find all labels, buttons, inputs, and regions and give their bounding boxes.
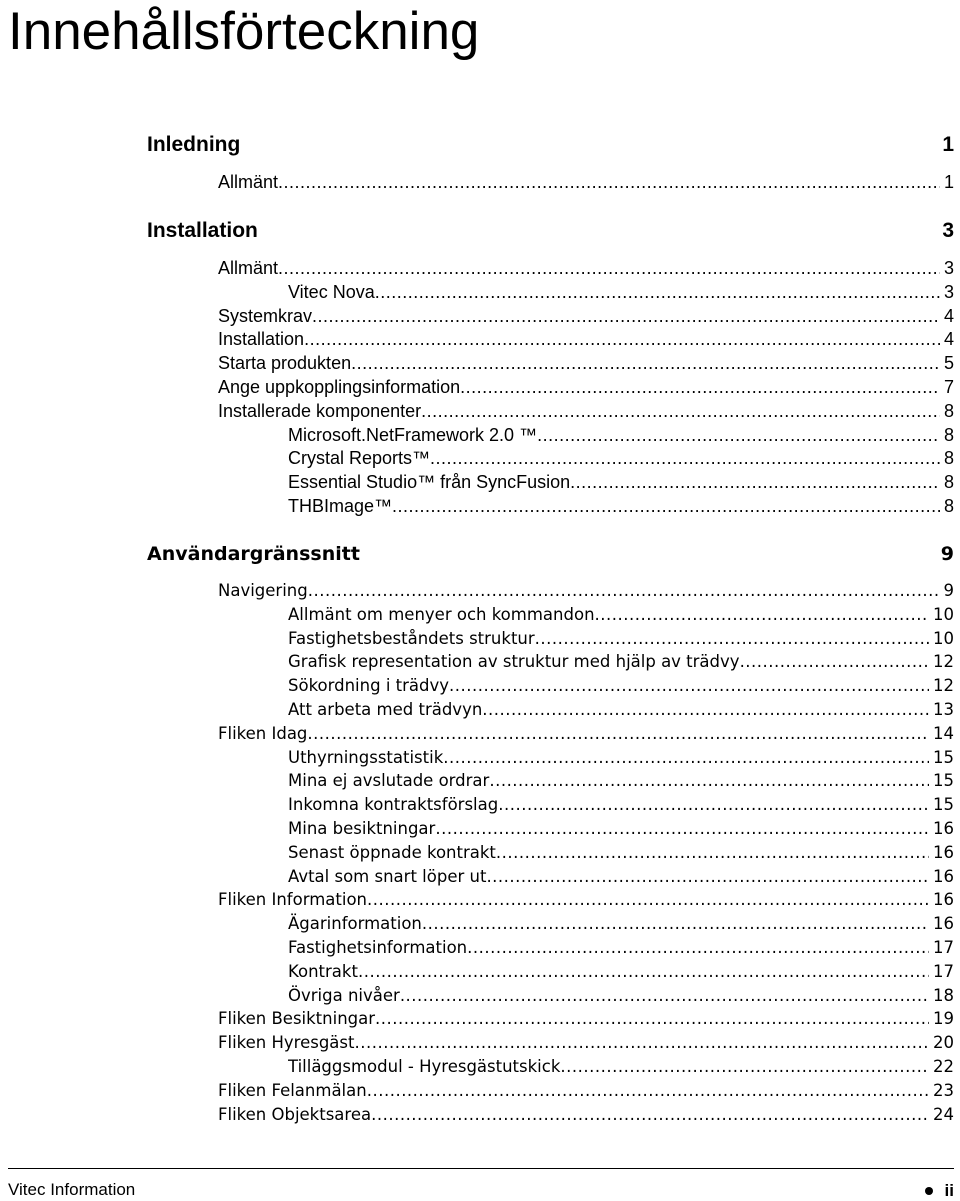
toc-dot-leader [392,494,940,518]
toc-entry-page: 12 [933,676,954,696]
toc-section-heading[interactable] [147,218,954,244]
toc-section-title: Användargränssnitt [147,543,360,565]
toc-entry[interactable] [288,423,954,447]
toc-section-page: 3 [942,219,954,242]
toc-entry[interactable] [288,698,954,722]
toc-entry[interactable] [288,793,954,817]
toc-entry[interactable] [218,888,954,912]
toc-entry-label: Grafisk representation av struktur med hjälp av trädvy [288,652,740,672]
toc-entry[interactable] [288,494,954,518]
toc-dot-leader [351,351,940,375]
toc-section-title: Installation [147,219,258,242]
toc-entry[interactable] [218,170,954,194]
toc-entry-label: Fastighetsinformation [288,938,468,957]
toc-entry[interactable] [218,1031,954,1055]
toc-entry-page: 16 [933,819,954,838]
toc-dot-leader [486,865,929,889]
toc-entry-label: Mina besiktningar [288,819,436,838]
toc-entry[interactable] [218,579,954,603]
toc-entry[interactable] [218,1103,954,1127]
toc-entry-label: Microsoft.NetFramework 2.0 ™ [288,424,538,445]
toc-entry-page: 15 [933,771,954,791]
toc-entry-page: 1 [943,172,954,192]
toc-entry[interactable] [218,304,954,328]
toc-entry[interactable] [288,674,954,698]
toc-entry[interactable] [288,817,954,841]
toc-dot-leader [740,650,929,674]
toc-entry-page: 10 [933,604,954,624]
toc-entry[interactable] [288,865,954,889]
page-footer [8,1180,954,1201]
toc-entry[interactable] [218,722,954,746]
toc-entry-label: Essential Studio™ från SyncFusion [288,472,571,493]
toc-dot-leader [537,423,940,447]
toc-dot-leader [498,793,929,817]
toc-entry-label: THBImage™ [288,496,393,516]
toc-dot-leader [367,888,929,912]
toc-entry[interactable] [218,1079,954,1103]
toc-entry-label: Crystal Reports™ [288,448,431,469]
toc-dot-leader [560,1055,929,1079]
toc-entry-label: Övriga nivåer [288,985,400,1005]
toc-dot-leader [375,280,940,304]
toc-entry-label: Fliken Information [218,890,367,910]
toc-entry-page: 3 [943,258,954,278]
toc-entry-label: Fliken Idag [218,723,308,743]
toc-entry[interactable] [288,746,954,770]
toc-entry-label: Fliken Felanmälan [218,1080,367,1100]
toc-dot-leader [595,603,929,627]
toc-entry[interactable] [288,650,954,674]
toc-entry-label: Ägarinformation [288,914,422,934]
toc-dot-leader [443,746,929,770]
toc-entry-page: 8 [943,424,954,445]
toc-entry-label: Fliken Besiktningar [218,1009,376,1029]
toc-entry[interactable] [288,841,954,865]
toc-entry-label: Installerade komponenter [218,400,422,421]
toc-dot-leader [460,375,940,399]
toc-entry-page: 16 [933,890,954,910]
toc-entry-page: 3 [943,281,954,302]
toc-entry-page: 22 [933,1057,954,1076]
toc-entry-label: Avtal som snart löper ut [288,866,487,886]
toc-entry[interactable] [288,603,954,627]
toc-entry-label: Allmänt [218,172,279,192]
toc-entry[interactable] [288,627,954,651]
toc-entry[interactable] [288,912,954,936]
toc-entry[interactable] [288,984,954,1008]
toc-entry[interactable] [288,769,954,793]
toc-entry-page: 10 [933,628,954,648]
toc-entry-page: 4 [943,329,954,350]
toc-entry[interactable] [218,327,954,351]
toc-entry-page: 7 [943,377,954,397]
toc-dot-leader [304,327,940,351]
toc-dot-leader [312,304,940,328]
toc-section-page: 9 [940,543,954,565]
toc-entry[interactable] [218,399,954,423]
toc-entry-page: 5 [943,353,954,374]
toc-entry-page: 8 [943,448,954,469]
toc-section-heading[interactable] [147,132,954,158]
toc-dot-leader [278,170,940,194]
toc-entry-page: 9 [943,581,954,600]
toc-entry-label: Mina ej avslutade ordrar [288,771,490,791]
toc-dot-leader [371,1103,929,1127]
toc-entry-label: Systemkrav [218,305,313,326]
toc-entry[interactable] [288,960,954,984]
toc-entry-label: Vitec Nova [288,281,375,302]
toc-entry[interactable] [288,446,954,470]
toc-dot-leader [435,817,929,841]
toc-dot-leader [430,446,940,470]
toc-dot-leader [308,579,940,603]
toc-entry[interactable] [218,256,954,280]
toc-dot-leader [535,627,929,651]
footer-company: Vitec Information [8,1180,136,1199]
toc-entry-page: 16 [933,914,954,934]
toc-entry[interactable] [288,280,954,304]
toc-entry-label: Tilläggsmodul - Hyresgästutskick [288,1057,561,1076]
toc-dot-leader [375,1007,929,1031]
toc-entry-label: Kontrakt [288,961,358,981]
toc-entry[interactable] [218,375,954,399]
toc-entry-label: Senast öppnade kontrakt [288,842,496,862]
toc-entry-page: 19 [933,1009,954,1029]
toc-entry-label: Uthyrningsstatistik [288,747,444,767]
toc-entry-page: 8 [943,400,954,421]
toc-entry-label: Att arbeta med trädvyn [288,700,483,719]
toc-section-title: Inledning [147,133,241,156]
toc-dot-leader [570,470,940,494]
toc-entry-label: Installation [218,329,305,350]
toc-entry-page: 15 [933,747,954,767]
toc-entry-page: 16 [933,842,954,862]
toc-dot-leader [400,984,929,1008]
toc-entry-page: 17 [933,938,954,957]
footer-page-number: ii [944,1181,954,1200]
toc-entry-label: Inkomna kontraktsförslag [288,795,499,815]
toc-entry-page: 13 [933,700,954,719]
toc-entry-label: Allmänt om menyer och kommandon [288,604,595,624]
toc-entry-page: 20 [933,1033,954,1053]
toc-entry-page: 18 [933,985,954,1005]
toc-section-page: 1 [942,133,954,156]
toc-entry-page: 8 [943,472,954,493]
toc-dot-leader [422,912,929,936]
toc-entry-label: Ange uppkopplingsinformation [218,377,461,397]
toc-dot-leader [278,256,940,280]
toc-entry-label: Fastighetsbeståndets struktur [288,628,535,648]
toc-entry[interactable] [218,1007,954,1031]
toc-entry-page: 4 [943,305,954,326]
toc-dot-leader [367,1079,929,1103]
toc-entry-page: 16 [933,866,954,886]
toc-entry-page: 23 [933,1080,954,1100]
toc-section-heading[interactable] [147,541,954,567]
toc-entry-page: 17 [933,961,954,981]
toc-entry-page: 14 [933,723,954,743]
toc-entry-label: Fliken Objektsarea [218,1104,372,1124]
toc-dot-leader [482,698,929,722]
toc-entry-label: Sökordning i trädvy [288,676,450,696]
toc-dot-leader [421,399,940,423]
toc-entry-page: 24 [933,1104,954,1124]
toc-entry[interactable] [288,936,954,960]
toc-dot-leader [496,841,929,865]
toc-entry[interactable] [218,351,954,375]
footer-page [925,1181,954,1201]
toc-entry-label: Fliken Hyresgäst [218,1033,355,1053]
footer-divider [8,1168,954,1169]
toc-dot-leader [489,769,929,793]
toc-entry[interactable] [288,470,954,494]
bullet-icon [925,1187,933,1195]
toc-dot-leader [467,936,929,960]
toc-dot-leader [358,960,929,984]
toc-entry[interactable] [288,1055,954,1079]
toc-entry-label: Navigering [218,581,308,600]
toc-entry-label: Starta produkten [218,353,352,374]
toc-dot-leader [449,674,929,698]
toc-entry-page: 12 [933,652,954,672]
toc-entry-page: 8 [943,496,954,516]
toc-dot-leader [307,722,929,746]
toc-entry-label: Allmänt [218,258,279,278]
toc-entry-page: 15 [933,795,954,815]
page-title: Innehållsförteckning [8,2,480,61]
toc-dot-leader [354,1031,929,1055]
